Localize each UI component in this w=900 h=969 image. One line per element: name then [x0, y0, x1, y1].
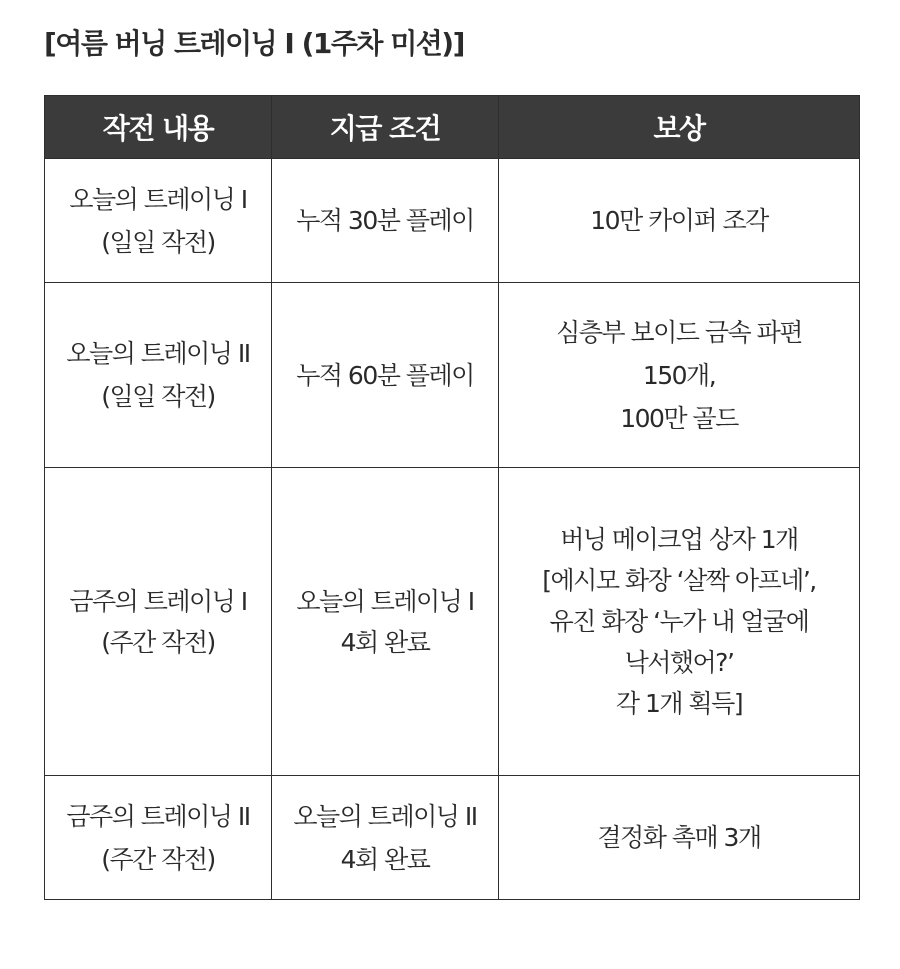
condition-text: 누적 60분 플레이	[296, 360, 474, 390]
reward-text: 10만 카이퍼 조각	[590, 206, 768, 235]
operation-name: 오늘의 트레이닝 I	[69, 184, 247, 214]
reward-text: 심층부 보이드 금속 파편	[556, 317, 802, 347]
condition-cell	[272, 159, 499, 283]
operation-type: (주간 작전)	[101, 627, 215, 657]
operation-name: 금주의 트레이닝 II	[66, 801, 250, 831]
reward-text: 각 1개 획득]	[615, 689, 743, 718]
operation-name: 오늘의 트레이닝 II	[66, 339, 250, 368]
condition-text: 4회 완료	[340, 627, 430, 657]
operation-type: (일일 작전)	[101, 227, 215, 257]
operation-type: (일일 작전)	[101, 382, 215, 411]
reward-text: [에시모 화장 ‘살짝 아프네’,	[542, 566, 816, 595]
page-title: [여름 버닝 트레이닝 I (1주차 미션)]	[44, 27, 464, 60]
reward-text: 버닝 메이크업 상자 1개	[560, 525, 798, 554]
header-condition: 지급 조건	[272, 96, 499, 159]
condition-text: 오늘의 트레이닝 II	[293, 801, 477, 831]
reward-cell	[499, 283, 860, 468]
condition-cell	[272, 468, 499, 776]
operation-cell	[45, 468, 272, 776]
table-row	[45, 776, 860, 900]
reward-cell	[499, 468, 860, 776]
condition-cell	[272, 283, 499, 468]
table-row	[45, 283, 860, 468]
condition-text: 누적 30분 플레이	[296, 206, 474, 235]
operation-cell	[45, 283, 272, 468]
reward-text: 100만 골드	[620, 403, 738, 433]
reward-text: 150개,	[642, 360, 716, 390]
operation-cell	[45, 159, 272, 283]
reward-text: 낙서했어?’	[624, 648, 734, 677]
operation-name: 금주의 트레이닝 I	[69, 586, 247, 616]
table-row	[45, 159, 860, 283]
header-reward: 보상	[499, 96, 860, 159]
operation-cell	[45, 776, 272, 900]
reward-cell	[499, 159, 860, 283]
condition-text: 4회 완료	[340, 844, 430, 874]
table-header-row	[45, 96, 860, 159]
condition-text: 오늘의 트레이닝 I	[296, 586, 474, 616]
condition-cell	[272, 776, 499, 900]
header-operation: 작전 내용	[45, 96, 272, 159]
reward-text: 유진 화장 ‘누가 내 얼굴에	[549, 607, 809, 636]
operation-type: (주간 작전)	[101, 844, 215, 874]
reward-text: 결정화 촉매 3개	[597, 823, 761, 852]
reward-cell	[499, 776, 860, 900]
table-row	[45, 468, 860, 776]
mission-table	[44, 95, 860, 900]
